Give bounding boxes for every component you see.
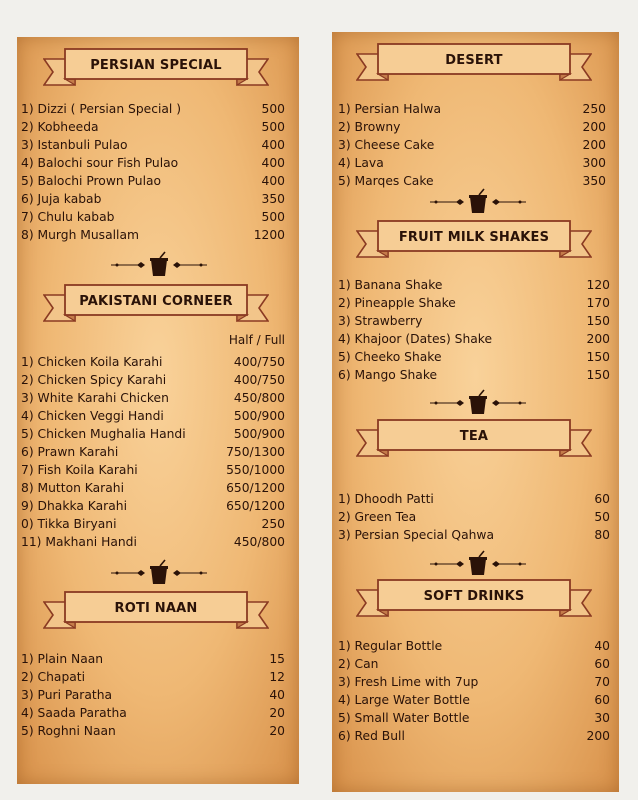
menu-item-price: 30	[594, 711, 610, 725]
menu-item-name: 1) Chicken Koila Karahi	[21, 355, 163, 369]
menu-item	[21, 497, 285, 515]
menu-item-name: 0) Tikka Biryani	[21, 517, 117, 531]
menu-item-price: 250	[261, 517, 285, 531]
menu-item	[21, 479, 285, 497]
menu-item	[338, 508, 610, 526]
menu-item-price: 150	[586, 350, 610, 364]
menu-item-price: 200	[586, 332, 610, 346]
menu-item	[338, 637, 610, 655]
menu-item-name: 4) Large Water Bottle	[338, 693, 470, 707]
menu-item	[21, 443, 285, 461]
menu-item-price: 170	[586, 296, 610, 310]
menu-item-name: 5) Marqes Cake	[338, 174, 434, 188]
menu-item-price: 400	[261, 156, 285, 170]
menu-item-name: 2) Pineapple Shake	[338, 296, 456, 310]
coffee-cup-icon	[107, 251, 211, 277]
menu-item-name: 5) Cheeko Shake	[338, 350, 442, 364]
menu-item	[21, 226, 285, 244]
section-ribbon-desert	[356, 40, 592, 86]
menu-list-roti-naan	[21, 650, 285, 740]
menu-item-name: 6) Mango Shake	[338, 368, 438, 382]
menu-item	[21, 668, 285, 686]
menu-item-price: 400/750	[233, 373, 285, 387]
menu-item-price: 450/800	[233, 391, 285, 405]
section-title: PERSIAN SPECIAL	[90, 58, 222, 73]
menu-item-name: 2) Chapati	[21, 670, 86, 684]
menu-item-name: 4) Chicken Veggi Handi	[21, 409, 164, 423]
menu-item	[21, 461, 285, 479]
menu-item	[21, 353, 285, 371]
section-divider	[426, 188, 530, 214]
section-divider	[426, 550, 530, 576]
menu-item	[338, 727, 610, 745]
menu-item-name: 1) Banana Shake	[338, 278, 443, 292]
menu-item-price: 200	[582, 138, 606, 152]
menu-item-price: 60	[594, 693, 610, 707]
menu-item	[338, 490, 610, 508]
menu-item-price: 500	[261, 210, 285, 224]
menu-item	[338, 691, 610, 709]
menu-item-name: 6) Juja kabab	[21, 192, 102, 206]
menu-item	[21, 100, 285, 118]
menu-item-price: 400	[261, 138, 285, 152]
menu-item-price: 500	[261, 102, 285, 116]
menu-item-price: 500	[261, 120, 285, 134]
menu-list-pakistani-corneer	[21, 353, 285, 551]
menu-item-name: 3) Cheese Cake	[338, 138, 435, 152]
coffee-cup-icon	[107, 559, 211, 585]
menu-item-price: 650/1200	[226, 499, 285, 513]
menu-item-name: 3) Puri Paratha	[21, 688, 113, 702]
menu-item-price: 50	[594, 510, 610, 524]
menu-item-name: 1) Persian Halwa	[338, 102, 441, 116]
menu-item	[21, 533, 285, 551]
section-ribbon-pakistani-corneer	[43, 281, 269, 327]
menu-item-name: 4) Saada Paratha	[21, 706, 127, 720]
section-ribbon-soft-drinks	[356, 576, 592, 622]
menu-item	[338, 366, 610, 384]
menu-item-name: 6) Prawn Karahi	[21, 445, 119, 459]
menu-item-price: 200	[586, 729, 610, 743]
menu-item-price: 150	[586, 314, 610, 328]
menu-item-price: 400	[261, 174, 285, 188]
menu-item-price: 1200	[253, 228, 285, 242]
menu-item-name: 9) Dhakka Karahi	[21, 499, 127, 513]
section-title: PAKISTANI CORNEER	[79, 294, 233, 309]
menu-item-price: 500/900	[233, 409, 285, 423]
menu-item-price: 400/750	[233, 355, 285, 369]
section-ribbon-tea	[356, 416, 592, 462]
section-ribbon-roti-naan	[43, 588, 269, 634]
menu-item-name: 2) Browny	[338, 120, 401, 134]
menu-panel-left	[17, 37, 299, 784]
menu-item-name: 3) Istanbuli Pulao	[21, 138, 128, 152]
menu-item-name: 1) Regular Bottle	[338, 639, 443, 653]
menu-item-price: 500/900	[233, 427, 285, 441]
menu-list-tea	[338, 490, 610, 544]
menu-item-price: 20	[269, 706, 285, 720]
menu-item-name: 3) Fresh Lime with 7up	[338, 675, 479, 689]
menu-item-price: 80	[594, 528, 610, 542]
menu-item-name: 7) Chulu kabab	[21, 210, 115, 224]
menu-item	[338, 154, 606, 172]
section-title: DESERT	[445, 53, 503, 68]
menu-item	[21, 136, 285, 154]
menu-list-soft-drinks	[338, 637, 610, 745]
menu-item-name: 2) Chicken Spicy Karahi	[21, 373, 167, 387]
menu-list-desert	[338, 100, 606, 190]
menu-item	[338, 526, 610, 544]
section-title: FRUIT MILK SHAKES	[398, 230, 550, 245]
menu-item-name: 2) Kobheeda	[21, 120, 99, 134]
menu-item-price: 12	[269, 670, 285, 684]
menu-item	[338, 294, 610, 312]
menu-item	[21, 172, 285, 190]
menu-item-price: 350	[582, 174, 606, 188]
menu-item	[338, 312, 610, 330]
menu-list-fruit-milk-shakes	[338, 276, 610, 384]
menu-item	[338, 276, 610, 294]
menu-item-name: 5) Chicken Mughalia Handi	[21, 427, 186, 441]
menu-item-name: 7) Fish Koila Karahi	[21, 463, 138, 477]
menu-item-name: 2) Can	[338, 657, 379, 671]
menu-item	[21, 425, 285, 443]
menu-item-name: 3) Persian Special Qahwa	[338, 528, 495, 542]
menu-list-persian-special	[21, 100, 285, 244]
menu-item	[338, 100, 606, 118]
section-divider	[426, 389, 530, 415]
menu-item-name: 5) Small Water Bottle	[338, 711, 470, 725]
menu-item-name: 6) Red Bull	[338, 729, 405, 743]
menu-item-price: 250	[582, 102, 606, 116]
coffee-cup-icon	[426, 550, 530, 576]
coffee-cup-icon	[426, 188, 530, 214]
section-ribbon-fruit-milk-shakes	[356, 217, 592, 263]
menu-item-price: 300	[582, 156, 606, 170]
section-title: SOFT DRINKS	[423, 589, 525, 604]
menu-item-name: 8) Mutton Karahi	[21, 481, 124, 495]
menu-item-name: 3) Strawberry	[338, 314, 423, 328]
section-ribbon-persian-special	[43, 45, 269, 91]
menu-item	[21, 515, 285, 533]
menu-item	[21, 208, 285, 226]
menu-item-price: 15	[269, 652, 285, 666]
menu-item-price: 150	[586, 368, 610, 382]
menu-item-name: 5) Balochi Prown Pulao	[21, 174, 162, 188]
menu-item-name: 2) Green Tea	[338, 510, 417, 524]
menu-item-name: 1) Plain Naan	[21, 652, 104, 666]
half-full-header: Half / Full	[228, 333, 285, 347]
menu-item	[21, 704, 285, 722]
menu-item	[21, 389, 285, 407]
menu-item-price: 750/1300	[226, 445, 285, 459]
menu-item-price: 120	[586, 278, 610, 292]
menu-item-name: 1) Dhoodh Patti	[338, 492, 434, 506]
menu-item-name: 4) Balochi sour Fish Pulao	[21, 156, 179, 170]
menu-item-name: 4) Lava	[338, 156, 384, 170]
menu-item-price: 550/1000	[226, 463, 285, 477]
menu-item-price: 450/800	[233, 535, 285, 549]
menu-item-price: 60	[594, 657, 610, 671]
menu-item-name: 11) Makhani Handi	[21, 535, 137, 549]
menu-item	[338, 348, 610, 366]
menu-item	[21, 190, 285, 208]
menu-item-price: 40	[269, 688, 285, 702]
menu-item-price: 650/1200	[226, 481, 285, 495]
menu-item-name: 1) Dizzi ( Persian Special )	[21, 102, 182, 116]
menu-item-name: 5) Roghni Naan	[21, 724, 116, 738]
menu-item-price: 70	[594, 675, 610, 689]
menu-item	[21, 650, 285, 668]
menu-item	[21, 371, 285, 389]
menu-item-price: 40	[594, 639, 610, 653]
coffee-cup-icon	[426, 389, 530, 415]
menu-item	[338, 330, 610, 348]
menu-item-name: 4) Khajoor (Dates) Shake	[338, 332, 493, 346]
menu-panel-right	[332, 32, 619, 792]
menu-item-price: 20	[269, 724, 285, 738]
menu-item-price: 60	[594, 492, 610, 506]
menu-item	[338, 673, 610, 691]
menu-item	[338, 655, 610, 673]
menu-item	[338, 118, 606, 136]
section-title: ROTI NAAN	[114, 601, 198, 616]
menu-item	[21, 154, 285, 172]
menu-item-name: 3) White Karahi Chicken	[21, 391, 169, 405]
menu-item	[338, 136, 606, 154]
menu-item	[21, 722, 285, 740]
menu-item-name: 8) Murgh Musallam	[21, 228, 139, 242]
section-divider	[107, 251, 211, 277]
section-title: TEA	[459, 429, 489, 444]
section-divider	[107, 559, 211, 585]
menu-item	[21, 407, 285, 425]
menu-item	[338, 709, 610, 727]
menu-item-price: 200	[582, 120, 606, 134]
menu-item	[21, 686, 285, 704]
menu-item	[21, 118, 285, 136]
menu-item-price: 350	[261, 192, 285, 206]
